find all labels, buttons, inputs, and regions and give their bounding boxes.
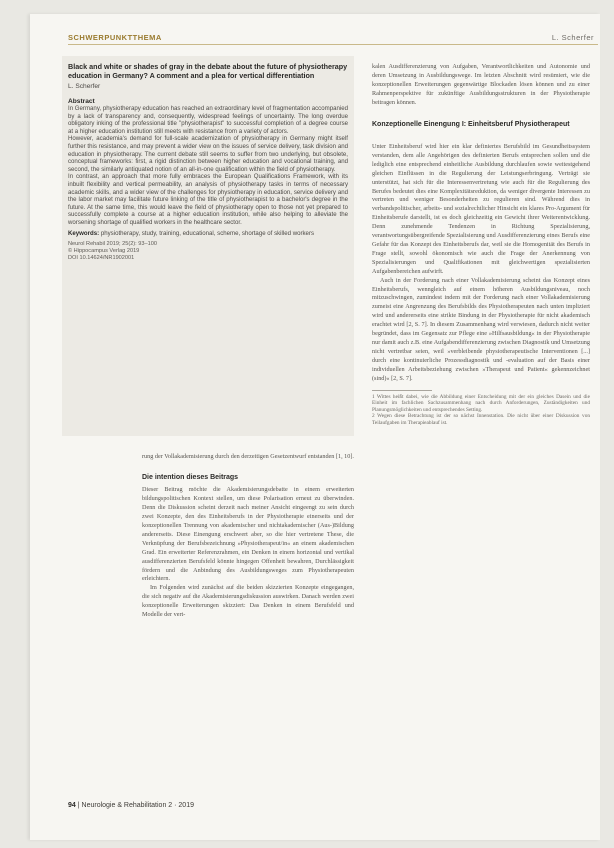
footnote: 1 Wittes heißt dabei, wie die Abbildung einer Entscheidung mit der ein gleiches Dasein und die Einheit im fachlichen Sachzusammenhang nach durch Anforderungen, Zuständigkeiten und Planungsmöglichkeiten und entsprechendes Setting. [372,393,590,413]
header-author: L. Scherfer [551,33,594,42]
abstract-paragraph: In contrast, an approach that more fully embraces the European Qualifications Framework, with its inbuilt flexibility and vertical permeability, an analysis of physiotherapy tasks in terms of necessary academic skills, and a wider view of the challenges for physiotherapy in education, service delivery and the labor market may facilitate future linking of the title of physiotherapist to a bachelor's degree in the future. At the same time, this would leave the field of physiotherapy open to those not yet prepared to successfully complete a course at a higher education institution, while also helping to alleviate the worsening shortage of qualified workers in the healthcare sector. [68,173,348,226]
body-paragraph: Unter Einheitsberuf wird hier ein klar definiertes Berufsbild im Gesundheitssystem verstanden, dem alle Angehörigen des definierten Berufs entsprechen sollen und die lediglich eine entsprechend einheitliche Ausbildung durchlaufen sowie weitestgehend gleichen Einflüssen in die Regulierung der Leistungserbringung. Verträgt sie unterstützt, hat sich für die Interessenvertretung wie auch für die Regulierung des Berufes bedeutet dies eine Komplexitätsreduktion, da weniger divergente Interessen zu vertreten und weniger Besonderheiten zu regulieren sind. Während dies in verbandspolitischer, arbeits- und sozialrechtlicher Hinsicht ein klares Pro-Argument für Einheitsberufe darstellt, ist es doch gleichzeitig ein Gewicht ihrer Weiterentwicklung. Denn zunehmende Tendenzen in Richtung Spezialisierung, verantwortungsübergreifende Spezialisierung und Ausdifferenzierung eines Berufs eine Gefahr für das Konzept des Einheitsberufs dar, weil sie die Homogenität des Berufs in Frage stellt, sowohl ökonomisch wie auch die Frage der Anerkennung von Spezialisierungen und Qualifikationen mit gleichwertigen spezialisierten Aufgabenbereichen aufwirft. [372,143,590,275]
page-number: 94 [68,802,76,809]
body-text: kalen Ausdifferenzierung von Aufgaben, Verantwortlichkeiten und Autonomie und deren Umsetzung in Ausbildungswege. Im letzten Abschnitt wird resümiert, wie die konzeptionellen Erweiterungen gegenwärtige Blockaden lösen können und zu einer Rahmenperspektive für zukünftige Ausbildungsstrukturen in der Physiotherapie beitragen können. [372,63,590,106]
abstract-author: L. Scherfer [68,83,101,90]
section-heading: Konzeptionelle Einengung I: Einheitsberuf Physiotherapeut [372,120,570,128]
citation-block [68,241,348,261]
english-abstract-box [62,56,354,436]
footnote-rule [372,390,432,391]
body-paragraph: Im Folgenden wird zunächst auf die beiden skizzierten Konzepte eingegangen, die sich negativ auf die Akademisierungsdiskussion auswirken. Danach werden zwei konzeptionelle Erweiterungen skizziert: Das Denken in einem Berufsfeld und Modelle der vert- [142,584,354,619]
body-paragraph: Auch in der Forderung nach einer Vollakademisierung scheint das Konzept eines Einheitsberufs, wenngleich auf einem höheren Ausbildungsniveau, noch mitzuschwingen, zumindest indem mit der Forderung nach einer Vollakademisierung zumeist eine Angrenzung des Berufsbilds des Physiotherapeuten nach unten impliziert wird und andererseits eine strikte Bindung in der Physiotherapie für nicht akademisch erachtet wird [2, S. 7]. In diesem Zusammenhang wird verwiesen, dadurch nicht weiter begründet, dass im Gegensatz zur Pflege eine »Hilfsausbildung« in der Physiotherapie nur damit auch z.B. eine Aufgabendifferenzierung zwischen Diagnostik und Umsetzung nicht vertretbar seien, weil »verbleibende physiotherapeutische Interventionen [...] durch eine kontinuierliche Prozessdiagnostik und -evaluation auf der Basis einer individuellen Arbeitsbeziehung zwischen »Therapeut und Patient« gekennzeichnet (sind)« [2, S. 7]. [372,276,590,382]
abstract-paragraph: In Germany, physiotherapy education has reached an extraordinary level of fragmentation accompanied by a lack of transparency and, consequently, widespread feelings of uncertainty. The long overdue obligatory inking of the professional title "physiotherapist" to successful completion of a degree course at a higher education institution still meets with resistance from a variety of actors. [68,105,348,135]
left-column [142,453,354,620]
footer-separator: | [77,802,82,809]
abstract-heading: Abstract [68,98,95,105]
header-rule [68,44,598,45]
footnote: 2 Wegen diese Betrachtung ist der so nächst Innenstation. Die nicht über einer Diskussion von Teilaufgaben im Therapieablauf ist. [372,413,590,426]
abstract-paragraph: However, academia's demand for full-scale academization of physiotherapy in Germany might itself further this resistance, and may prevent a wider view on the issues of service delivery, task division and education in physiotherapy. The current debate still seems to suffer from two underlying, but obsolete, conceptual frameworks: first, a rigid distinction between higher education and vocational training, and second, the similarly antiquated notion of an all-in-one qualification within the field of physiotherapy. [68,135,348,173]
keywords [68,230,348,238]
english-title: Black and white or shades of gray in the debate about the future of physiotherapy education in Germany? A comment and a plea for vertical differentiation [68,62,348,80]
doi-link[interactable]: DOI 10.14624/NR1902001 [68,254,135,261]
running-header [38,22,598,42]
citation-line: Neurol Rehabil 2019; 25(2): 93–100 [68,241,157,248]
page-footer [68,802,368,809]
keywords-label: Keywords: [68,229,100,237]
body-paragraph: Dieser Beitrag möchte die Akademisierungsdebatte in einem erweiterten bildungspolitischen Kontext stellen, um diese Polarisation erneut zu überwinden. Denn die Diskussion scheint derzeit nach meiner Ansicht eingeengt zu sein durch zwei Konzepte, den des Einheitsberufs in der Physiotherapie einerseits und der konzeptionellen Trennung von akademischer und nichtakademischer (Aus-)Bildung andererseits. Diese Einengung erschwert aber, so die hier vertretene These, die Verknüpfung der Berufsbezeichnung »Physiotherapeut/in« an einem akademischen Grad. Ein erweiterter Referenzrahmen, ein Denken in einem horizontal und vertikal ausdifferenzierten Berufsfeld könnte hingegen Offenheit bewahren, Durchlässigkeit fördern und die Anbindung des Ausbildungsweges zum Physiotherapeuten erleichtern. [142,486,354,583]
citation-line: © Hippocampus Verlag 2019 [68,247,140,254]
body-text: rung der Vollakademisierung durch den derzeitigen Gesetzentwurf entstanden [1, 10]. [142,453,354,460]
keywords-text: physiotherapy, study, training, educational, scheme, shortage of skilled workers [100,229,315,237]
section-heading: Die intention dieses Beitrags [142,473,239,481]
right-column [372,63,590,426]
footnotes [372,394,590,427]
journal-name: Neurologie & Rehabilitation 2 · 2019 [81,802,194,809]
section-label: SCHWERPUNKTTHEMA [68,33,162,42]
